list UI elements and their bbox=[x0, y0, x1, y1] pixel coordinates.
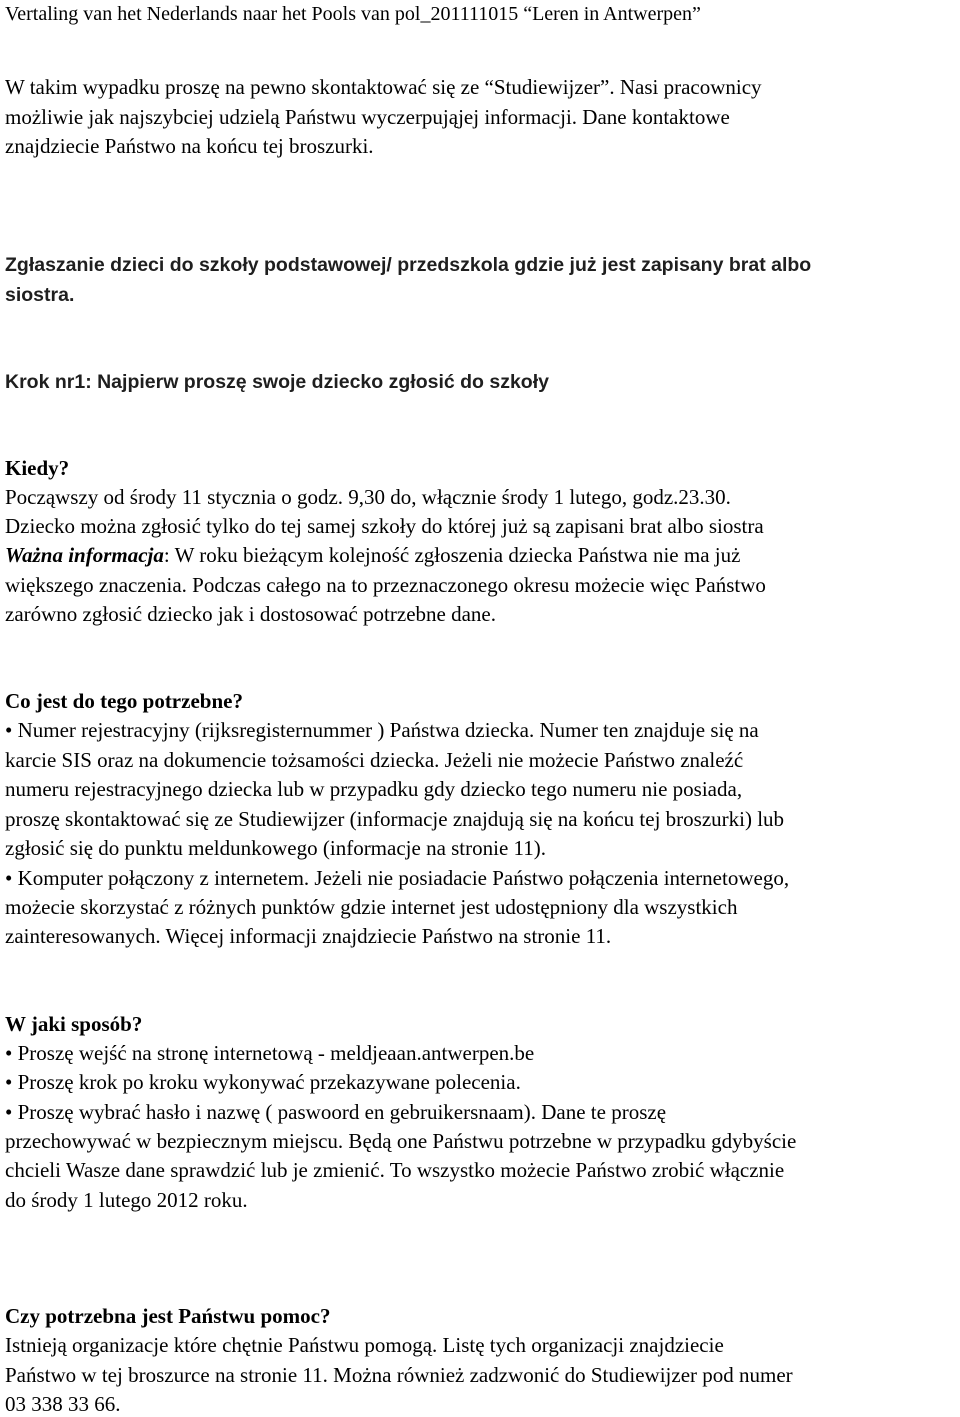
sposob-line-3: • Proszę wybrać hasło i nazwę ( paswoord en gebruikersnaam). Dane te proszę bbox=[5, 1100, 667, 1124]
kiedy-line-5: zarówno zgłosić dziecko jak i dostosować potrzebne dane. bbox=[5, 602, 496, 626]
intro-line-2: możliwie jak najszybciej udzielą Państwu wyczerpująjej informacji. Dane kontaktowe bbox=[5, 105, 730, 129]
kiedy-line-2: Dziecko można zgłosić tylko do tej samej szkoły do której już są zapisani brat albo siostra bbox=[5, 514, 764, 538]
pomoc-phone: 03 338 33 66. bbox=[5, 1392, 121, 1416]
sposob-title: W jaki sposób? bbox=[5, 1012, 143, 1036]
sposob-line-6: do środy 1 lutego 2012 roku. bbox=[5, 1188, 248, 1212]
intro-line-1: W takim wypadku proszę na pewno skontaktować się ze “Studiewijzer”. Nasi pracownicy bbox=[5, 75, 762, 99]
pomoc-line-1: Istnieją organizacje które chętnie Państwu pomogą. Listę tych organizacji znajdziecie bbox=[5, 1333, 724, 1357]
important-label: Ważna informacja bbox=[5, 543, 164, 567]
potrzebne-line-5: zgłosić się do punktu meldunkowego (informacje na stronie 11). bbox=[5, 836, 547, 860]
kiedy-line-3 bbox=[5, 542, 740, 568]
potrzebne-line-6: • Komputer połączony z internetem. Jeżeli nie posiadacie Państwo połączenia internetowego, bbox=[5, 866, 790, 890]
potrzebne-title: Co jest do tego potrzebne? bbox=[5, 689, 243, 713]
potrzebne-line-8: zainteresowanych. Więcej informacji znajdziecie Państwo na stronie 11. bbox=[5, 924, 612, 948]
potrzebne-line-1: • Numer rejestracyjny (rijksregisternummer ) Państwa dziecka. Numer ten znajduje się na bbox=[5, 718, 759, 742]
pomoc-title: Czy potrzebna jest Państwu pomoc? bbox=[5, 1304, 331, 1328]
step1-heading: Krok nr1: Najpierw proszę swoje dziecko zgłosić do szkoły bbox=[5, 371, 549, 393]
section-heading-registration: Zgłaszanie dzieci do szkoły podstawowej/ przedszkola gdzie już jest zapisany brat albo bbox=[5, 254, 812, 276]
kiedy-line-4: większego znaczenia. Podczas całego na to przeznaczonego okresu możecie więc Państwo bbox=[5, 573, 766, 597]
document-header: Vertaling van het Nederlands naar het Pools van pol_201111015 “Leren in Antwerpen” bbox=[5, 3, 701, 25]
intro-line-3: znajdziecie Państwo na końcu tej broszurki. bbox=[5, 134, 374, 158]
sposob-line-4: przechowywać w bezpiecznym miejscu. Będą one Państwu potrzebne w przypadku gdybyście bbox=[5, 1129, 797, 1153]
sposob-line-5: chcieli Wasze dane sprawdzić lub je zmienić. To wszystko możecie Państwo zrobić włącznie bbox=[5, 1158, 785, 1182]
pomoc-line-2: Państwo w tej broszurce na stronie 11. Można również zadzwonić do Studiewijzer pod numer bbox=[5, 1363, 793, 1387]
important-text: : W roku bieżącym kolejność zgłoszenia dziecka Państwa nie ma już bbox=[163, 543, 741, 567]
potrzebne-line-2: karcie SIS oraz na dokumencie tożsamości dziecka. Jeżeli nie możecie Państwo znaleźć bbox=[5, 748, 744, 772]
section-heading-registration-cont: siostra. bbox=[5, 284, 75, 306]
sposob-line-2: • Proszę krok po kroku wykonywać przekazywane polecenia. bbox=[5, 1070, 521, 1094]
potrzebne-line-4: proszę skontaktować się ze Studiewijzer (informacje znajdują się na końcu tej broszurki) lub bbox=[5, 807, 785, 831]
kiedy-line-1: Począwszy od środy 11 stycznia o godz. 9,30 do, włącznie środy 1 lutego, godz.23.30. bbox=[5, 485, 731, 509]
potrzebne-line-3: numeru rejestracyjnego dziecka lub w przypadku gdy dziecko tego numeru nie posiada, bbox=[5, 777, 743, 801]
sposob-line-1: • Proszę wejść na stronę internetową - meldjeaan.antwerpen.be bbox=[5, 1041, 535, 1065]
kiedy-title: Kiedy? bbox=[5, 456, 70, 480]
potrzebne-line-7: możecie skorzystać z różnych punktów gdzie internet jest udostępniony dla wszystkich bbox=[5, 895, 738, 919]
